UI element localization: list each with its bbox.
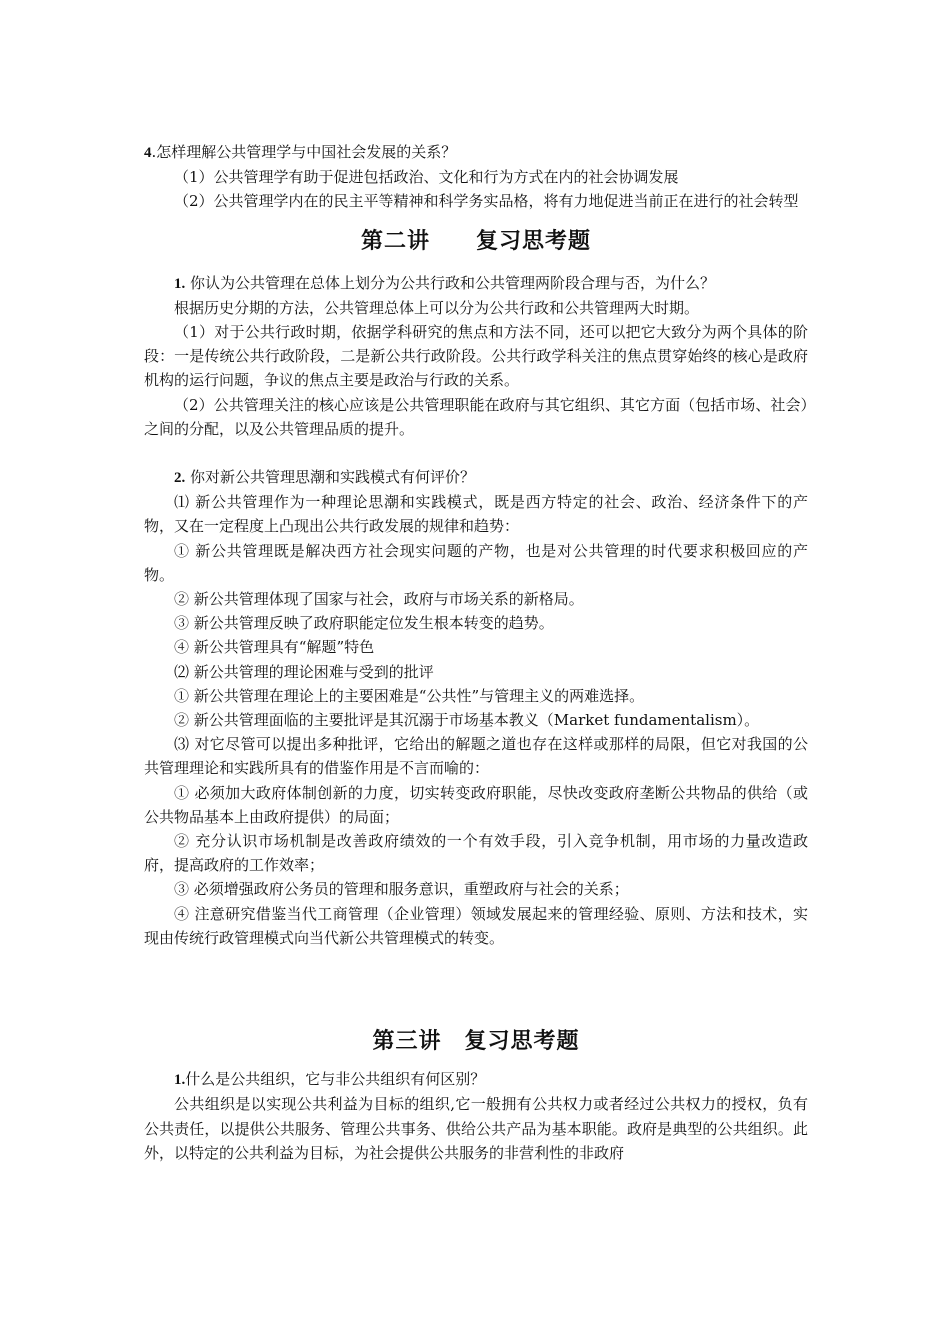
answer-paragraph: ② 新公共管理体现了国家与社会，政府与市场关系的新格局。	[174, 590, 584, 609]
answer-paragraph: 根据历史分期的方法，公共管理总体上可以分为公共行政和公共管理两大时期。	[174, 298, 700, 317]
question-number: 2.	[174, 470, 186, 487]
answer-paragraph: ③ 必须增强政府公务员的管理和服务意识，重塑政府与社会的关系；	[174, 880, 629, 899]
question-text: 什么是公共组织，它与非公共组织有何区别？	[185, 1070, 486, 1089]
question-4	[144, 140, 808, 165]
question-number: 4	[144, 145, 152, 161]
answer-paragraph: （2）公共管理关注的核心应该是公共管理职能在政府与其它组织、其它方面（包括市场、社会）之间的分配，以及公共管理品质的提升。	[144, 395, 808, 438]
question-text: .怎样理解公共管理学与中国社会发展的关系？	[151, 143, 457, 161]
answer-paragraph: 公共组织是以实现公共利益为目标的组织,它一般拥有公共权力或者经过公共权力的授权，负有公共责任，以提供公共服务、管理公共事务、供给公共产品为基本职能。政府是典型的公共组织。此外，以特定的公共利益为目标，为社会提供公共服务的非营利性的非政府	[144, 1095, 808, 1162]
question-text: 你认为公共管理在总体上划分为公共行政和公共管理两阶段合理与否，为什么？	[185, 273, 716, 292]
answer-paragraph: ① 新公共管理在理论上的主要困难是“公共性”与管理主义的两难选择。	[174, 686, 645, 705]
answer-paragraph: ① 新公共管理既是解决西方社会现实问题的产物，也是对公共管理的时代要求积极回应的产物。	[144, 541, 808, 584]
answer-paragraph: （2）公共管理学内在的民主平等精神和科学务实品格，将有力地促进当前正在进行的社会转型	[174, 192, 799, 211]
question-2	[144, 465, 808, 490]
lecture-2-heading: 第二讲 复习思考题	[360, 227, 591, 254]
question-number: 1.	[174, 275, 186, 292]
answer-paragraph: ④ 新公共管理具有“解题”特色	[174, 638, 375, 657]
answer-paragraph: ⑴ 新公共管理作为一种理论思潮和实践模式，既是西方特定的社会、政治、经济条件下的产物，又在一定程度上凸现出公共行政发展的规律和趋势：	[144, 493, 808, 536]
question-1	[144, 1067, 808, 1092]
answer-paragraph: （1）对于公共行政时期，依据学科研究的焦点和方法不同，还可以把它大致分为两个具体的阶段：一是传统公共行政阶段，二是新公共行政阶段。公共行政学科关注的焦点贯穿始终的核心是政府机构的运行问题，争议的焦点主要是政治与行政的关系。	[144, 323, 808, 390]
answer-paragraph: ② 充分认识市场机制是改善政府绩效的一个有效手段，引入竞争机制，用市场的力量改造政府，提高政府的工作效率；	[144, 832, 808, 875]
answer-paragraph: ④ 注意研究借鉴当代工商管理（企业管理）领域发展起来的管理经验、原则、方法和技术，实现由传统行政管理模式向当代新公共管理模式的转变。	[144, 904, 808, 947]
lecture-3-heading: 第三讲 复习思考题	[372, 1028, 580, 1055]
answer-paragraph: ② 新公共管理面临的主要批评是其沉溺于市场基本教义（Market fundamentalism）。	[174, 711, 760, 730]
document-content	[144, 140, 808, 1165]
answer-paragraph: ③ 新公共管理反映了政府职能定位发生根本转变的趋势。	[174, 614, 554, 633]
answer-paragraph: ① 必须加大政府体制创新的力度，切实转变政府职能，尽快改变政府垄断公共物品的供给（或公共物品基本上由政府提供）的局面；	[144, 783, 808, 826]
question-text: 你对新公共管理思潮和实践模式有何评价？	[185, 468, 476, 487]
question-number: 1.	[174, 1072, 186, 1089]
answer-paragraph: ⑶ 对它尽管可以提出多种批评，它给出的解题之道也存在这样或那样的局限，但它对我国的公共管理理论和实践所具有的借鉴作用是不言而喻的：	[144, 735, 808, 778]
answer-paragraph: ⑵ 新公共管理的理论困难与受到的批评	[174, 662, 434, 681]
answer-paragraph: （1）公共管理学有助于促进包括政治、文化和行为方式在内的社会协调发展	[174, 168, 679, 187]
question-1	[144, 271, 808, 296]
